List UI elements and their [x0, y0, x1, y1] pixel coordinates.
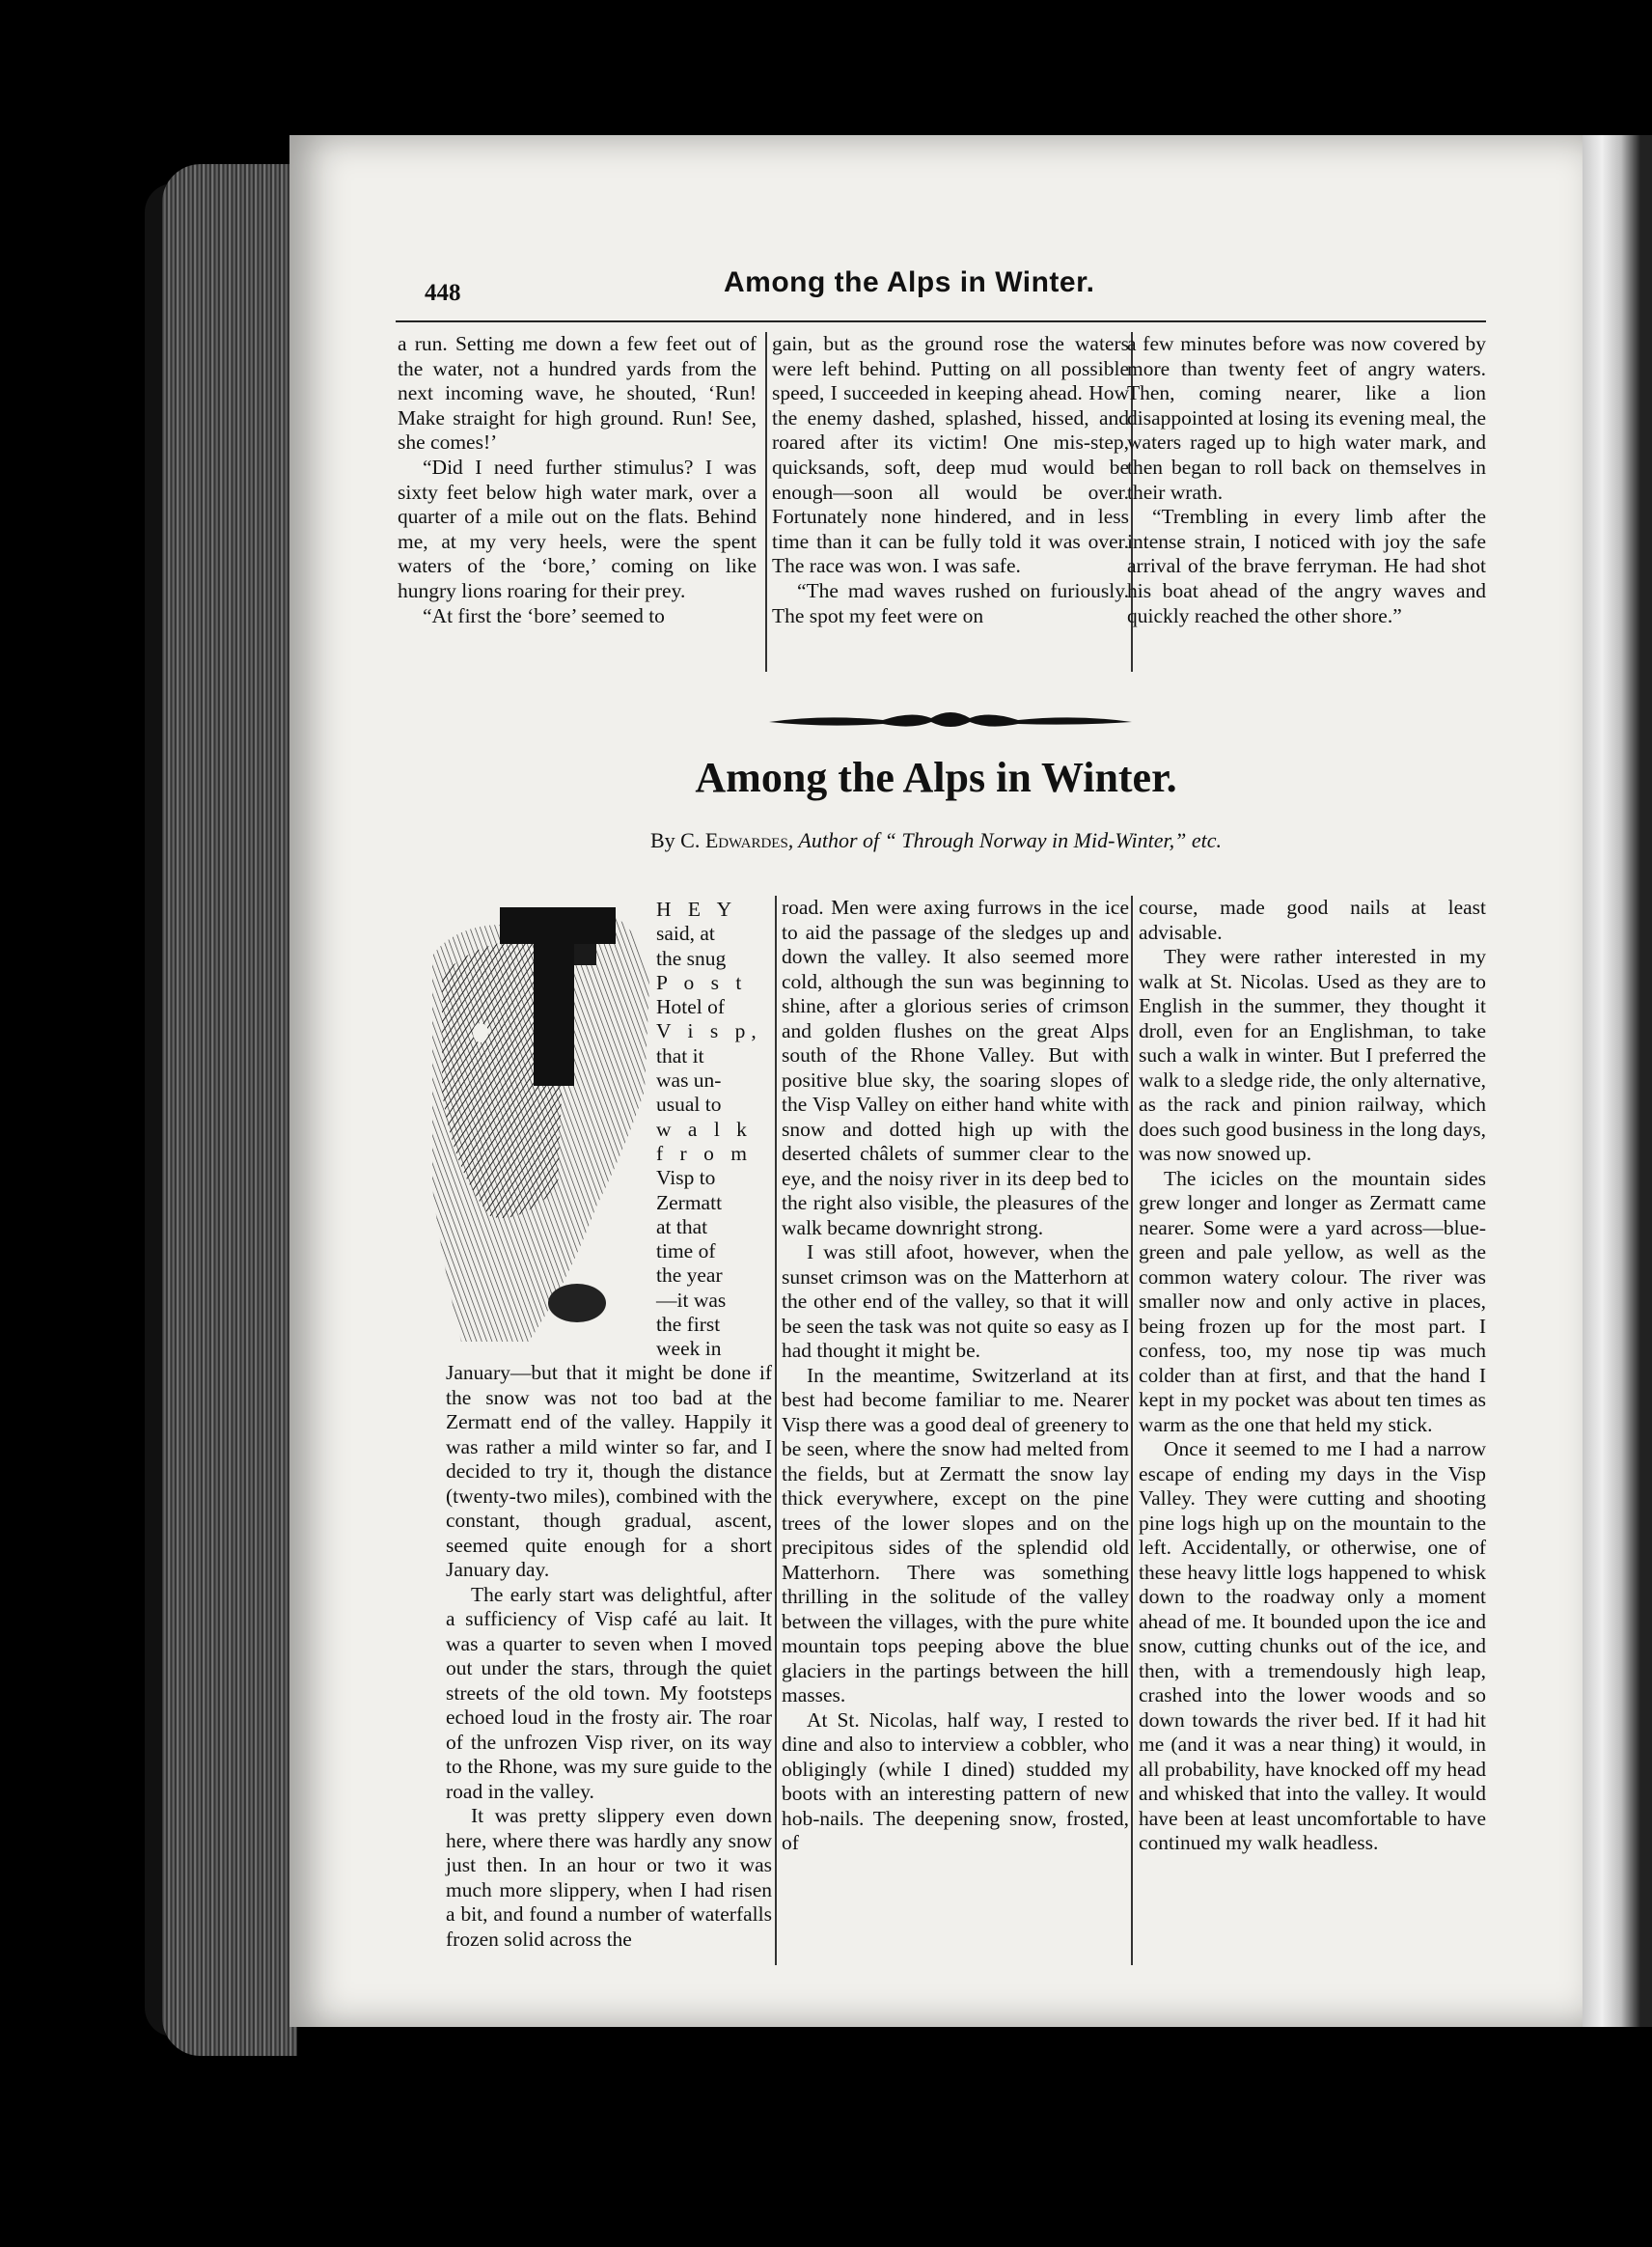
paragraph: In the meantime, Switzerland at its best had become familiar to me. Nearer Visp there was a good deal of greenery to be seen, where the snow had melted from the fields, but at Zermatt the snow lay thick everywhere, except on the pine trees of the lower slopes and on the precipitous sides of the splendid old Matterhorn. There was something thrilling in the solitude of the valley between the villages, with the pure white mountain tops peeping above the blue glaciers in the partings between the hill masses. [782, 1363, 1129, 1706]
paragraph: road. Men were axing furrows in the ice to aid the passage of the sledges up and down the valley. It also seemed more cold, although the sun was beginning to shine, after a glorious series of crimson and golden flushes on the great Alps south of the Rhone Valley. But with positive blue sky, the soaring slopes of the Visp Valley on either hand white with snow and dotted high up with the deserted châlets of summer clear to the eye, and the noisy river in its deep bed to the right also visible, the pleasures of the walk became downright strong. [782, 896, 1129, 1239]
illustrated-drop-cap-t-icon [423, 898, 654, 1351]
text-line: week in [656, 1337, 722, 1361]
text-line: P o s t [656, 970, 748, 994]
article-title: Among the Alps in Winter. [695, 754, 1177, 801]
page-header [425, 266, 1390, 315]
text-line: Zermatt [656, 1190, 723, 1214]
paragraph: gain, but as the ground rose the waters were left behind. Putting on all possible speed, I succeeded in keeping ahead. How the enemy dashed, splashed, hissed, and roared after its victim! One mis-step, quicksands, soft, deep mud would be enough—soon all would be over. Fortunately none hindered, and in less time than it can be fully told it was over. The race was won. I was safe. [772, 332, 1129, 578]
paragraph: “The mad waves rushed on furiously. The spot my feet were on [772, 578, 1129, 627]
text-line: V i s p, [656, 1019, 762, 1043]
byline-book: “ Through Norway in Mid-Winter,” [884, 828, 1187, 852]
text-line: time of [656, 1239, 716, 1263]
text-line: w a l k [656, 1117, 753, 1141]
ornamental-divider-icon [767, 705, 1134, 734]
page-number: 448 [425, 280, 461, 306]
text-line: the snug [656, 946, 727, 970]
next-page-sliver [1583, 135, 1652, 2027]
text-line: f r o m [656, 1141, 753, 1165]
byline-etc: etc. [1191, 828, 1223, 852]
paragraph: It was pretty slippery even down here, where there was hardly any snow just then. In an hour or two it was much more slippery, when I had risen a bit, and found a number of waterfalls frozen solid across the [446, 1804, 772, 1951]
paragraph: “Did I need further stimulus? I was sixty feet below high water mark, over a quarter of a mile out on the flats. Behind me, at my very heels, were the spent waters of the ‘bore,’ coming on like hungry lions roaring for their prey. [398, 455, 757, 602]
paragraph: course, made good nails at least advisable. [1139, 896, 1486, 944]
paragraph: The icicles on the mountain sides grew longer and longer as Zermatt came nearer. Some were a yard across—blue-green and pale yellow, as well as the common watery colour. The river was smaller now and only active in places, being frozen up for the most part. I confess, too, my nose tip was much colder than at first, and that the hand I kept in my pocket was about ten times as warm as the one that held my stick. [1139, 1166, 1486, 1436]
text-line: at that [656, 1214, 708, 1238]
paragraph: I was still afoot, however, when the sunset crimson was on the Matterhorn at the other end of the valley, so that it will be seen the task was not quite so easy as I had thought it might be. [782, 1240, 1129, 1362]
text-line: Hotel of [656, 995, 726, 1019]
previous-article-column-3 [1127, 332, 1486, 628]
byline-author-of: , Author of [787, 828, 880, 852]
paragraph: January—but that it might be done if the snow was not too bad at the Zermatt end of the valley. Happily it was rather a mild winter so far, and I decided to try it, though the distance (twenty-two miles), combined with the constant, though gradual, ascent, seemed quite enough for a short January day. [446, 1361, 772, 1581]
column-rule [775, 896, 777, 1965]
text-line: that it [656, 1043, 704, 1068]
drop-cap-text-lines [656, 898, 770, 1362]
byline-author: Edwardes [704, 828, 788, 852]
book-page-edges [162, 164, 297, 2056]
text-line: Visp to [656, 1166, 716, 1190]
paragraph: At St. Nicolas, half way, I rested to dine and also to interview a cobbler, who obligingly (while I dined) studded my boots with an interesting pattern of new hob-nails. The deepening snow, frosted, of [782, 1707, 1129, 1854]
paragraph: “At first the ‘bore’ seemed to [423, 603, 665, 627]
column-rule [765, 332, 767, 672]
text-line: the first [656, 1313, 721, 1337]
paragraph: Once it seemed to me I had a narrow escape of ending my days in the Visp Valley. They were cutting and shooting pine logs high up on the mountain to the left. Accidentally, or otherwise, one of these heavy little logs happened to whisk down to the roadway only a moment ahead of me. It bounded upon the ice and snow, cutting chunks out of the ice, and then, with a tremendously high leap, crashed into the lower woods and so down towards the river bed. If it had hit me (and it was a near thing) it would, in all probability, have knocked off my head and whisked that into the valley. It would have been at least uncomfortable to have continued my walk headless. [1139, 1437, 1486, 1854]
paragraph: “Trembling in every limb after the intense strain, I noticed with joy the safe arrival of the brave ferryman. He had shot his boat ahead of the angry waves and quickly reached the other shore.” [1127, 505, 1486, 627]
text-line: was un- [656, 1068, 722, 1093]
paragraph: They were rather interested in my walk at St. Nicolas. Used as they are to English in the summer, they thought it droll, even for an Englishman, to take such a walk in winter. But I preferred the walk to a sledge ride, the only alternative, as the rack and pinion railway, which does such good business in the long days, was now snowed up. [1139, 945, 1486, 1165]
article-column-2 [782, 896, 1129, 1856]
text-line: H E Y [656, 898, 738, 921]
paragraph: a few minutes before was now covered by more than twenty feet of angry waters. Then, coming nearer, like a lion disappointed at losing its evening meal, the waters raged up to high water mark, and then began to roll back on themselves in their wrath. [1127, 332, 1486, 504]
header-rule [396, 320, 1486, 322]
paragraph: a run. Setting me down a few feet out of the water, not a hundred yards from the next incoming wave, he shouted, ‘Run! Make straight for high ground. Run! See, she comes!’ [398, 332, 757, 455]
text-line: —it was [656, 1288, 727, 1312]
byline [386, 828, 1486, 853]
text-line: usual to [656, 1093, 722, 1117]
article-column-3 [1139, 896, 1486, 1856]
previous-article-column-2 [772, 332, 1129, 628]
previous-article-column-1 [398, 332, 757, 628]
text-line: said, at [656, 922, 715, 946]
text-line: the year [656, 1263, 723, 1288]
column-rule [1131, 896, 1133, 1965]
byline-prefix: By C. [649, 828, 705, 852]
running-head: Among the Alps in Winter. [724, 266, 1095, 298]
paragraph: The early start was delightful, after a sufficiency of Visp café au lait. It was a quarter to seven when I moved out under the stars, through the quiet streets of the old town. My footsteps echoed loud in the frosty air. The roar of the unfrozen Visp river, on its way to the Rhone, was my sure guide to the road in the valley. [446, 1582, 772, 1803]
article-column-1 [446, 1361, 772, 1952]
